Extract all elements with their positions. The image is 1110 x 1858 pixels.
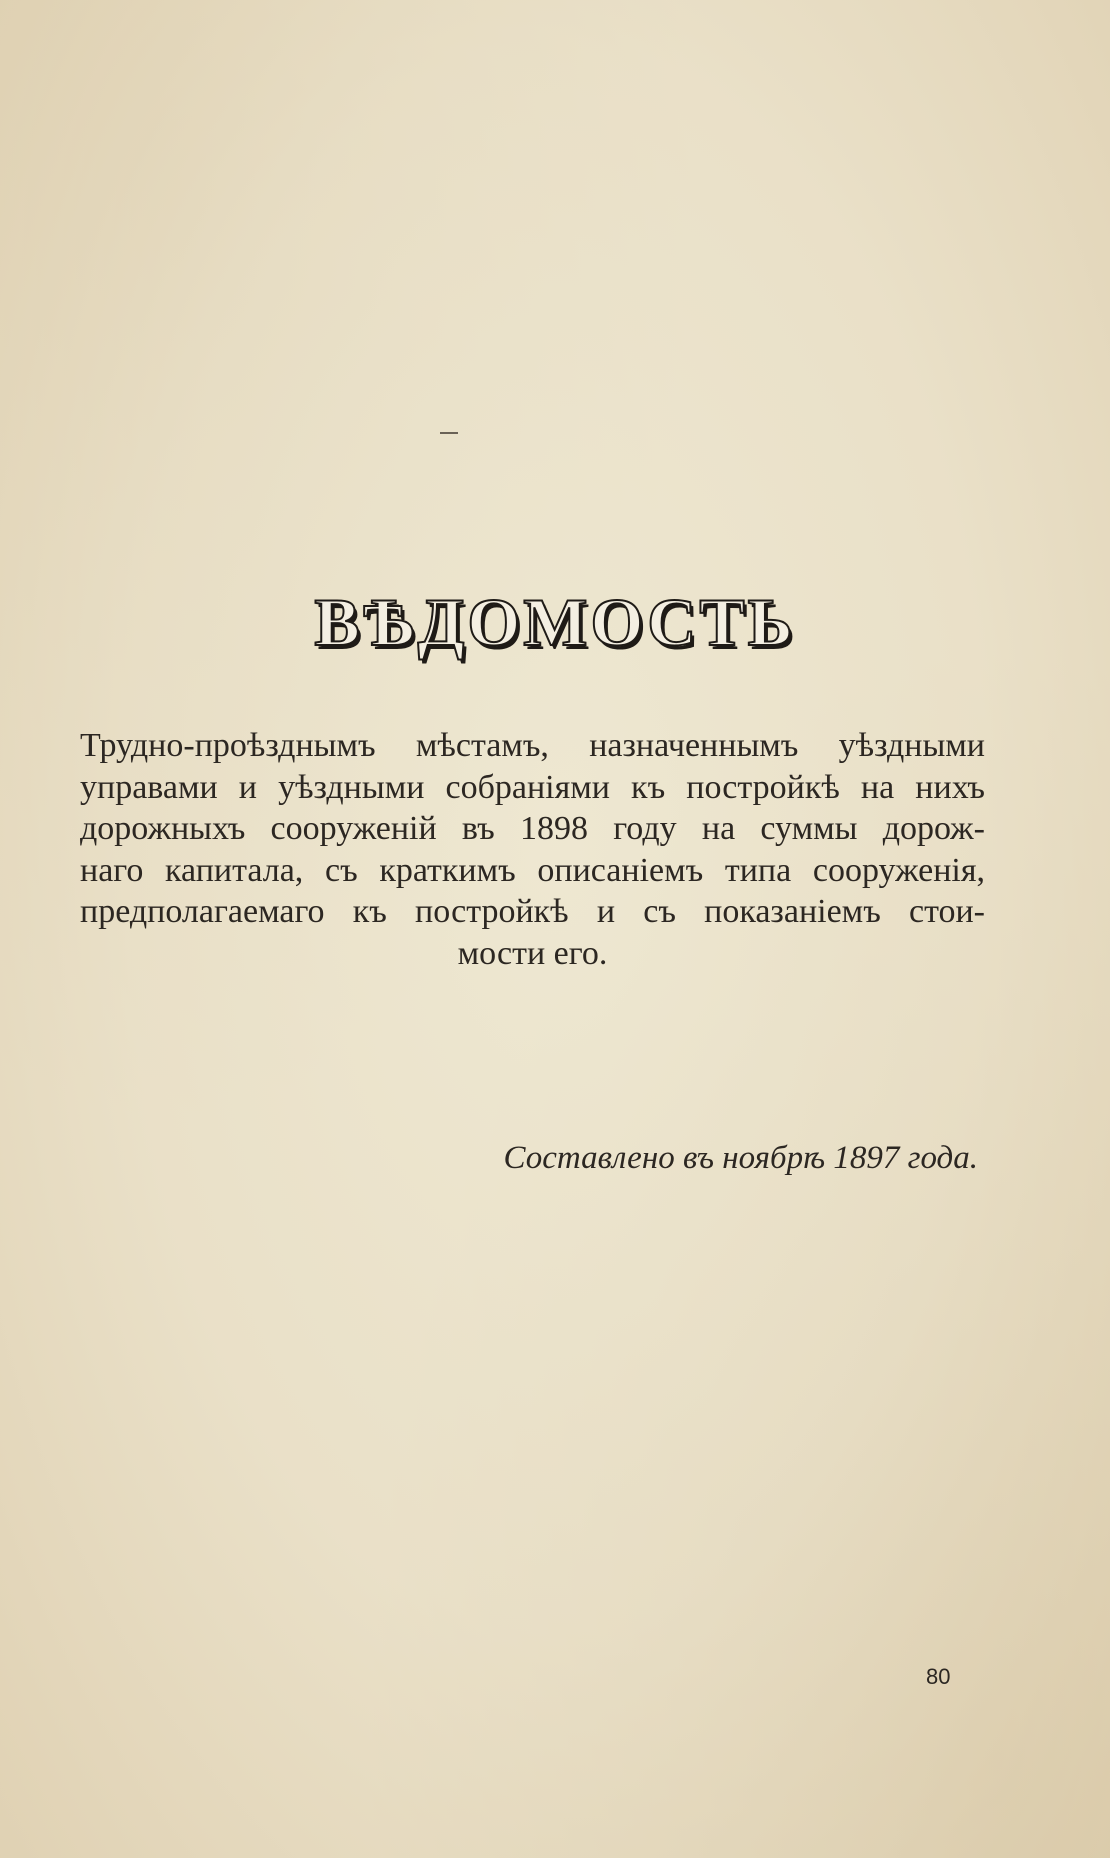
paragraph-line-6: мости его. [457, 934, 608, 972]
description-paragraph [80, 725, 985, 974]
paragraph-line-5: предполагаемаго къ постройкѣ и съ показаніемъ стои- [80, 893, 985, 930]
paragraph-line-4: наго капитала, съ краткимъ описаніемъ типа сооруженія, [80, 851, 985, 889]
decorative-rule [440, 432, 458, 434]
paragraph-line-2: управами и уѣздными собраніями къ постройкѣ на нихъ [80, 768, 985, 806]
paragraph-line-3: дорожныхъ сооруженій въ 1898 году на суммы дорож- [80, 810, 985, 847]
page-number: 80 [926, 1664, 951, 1689]
paragraph-line-1: Трудно-проѣзднымъ мѣстамъ, назначеннымъ уѣздными [80, 727, 985, 764]
compiled-date-note: Составлено въ ноябрѣ 1897 года. [503, 1140, 978, 1176]
page-title: ВѢДОМОСТЬ [314, 584, 796, 660]
